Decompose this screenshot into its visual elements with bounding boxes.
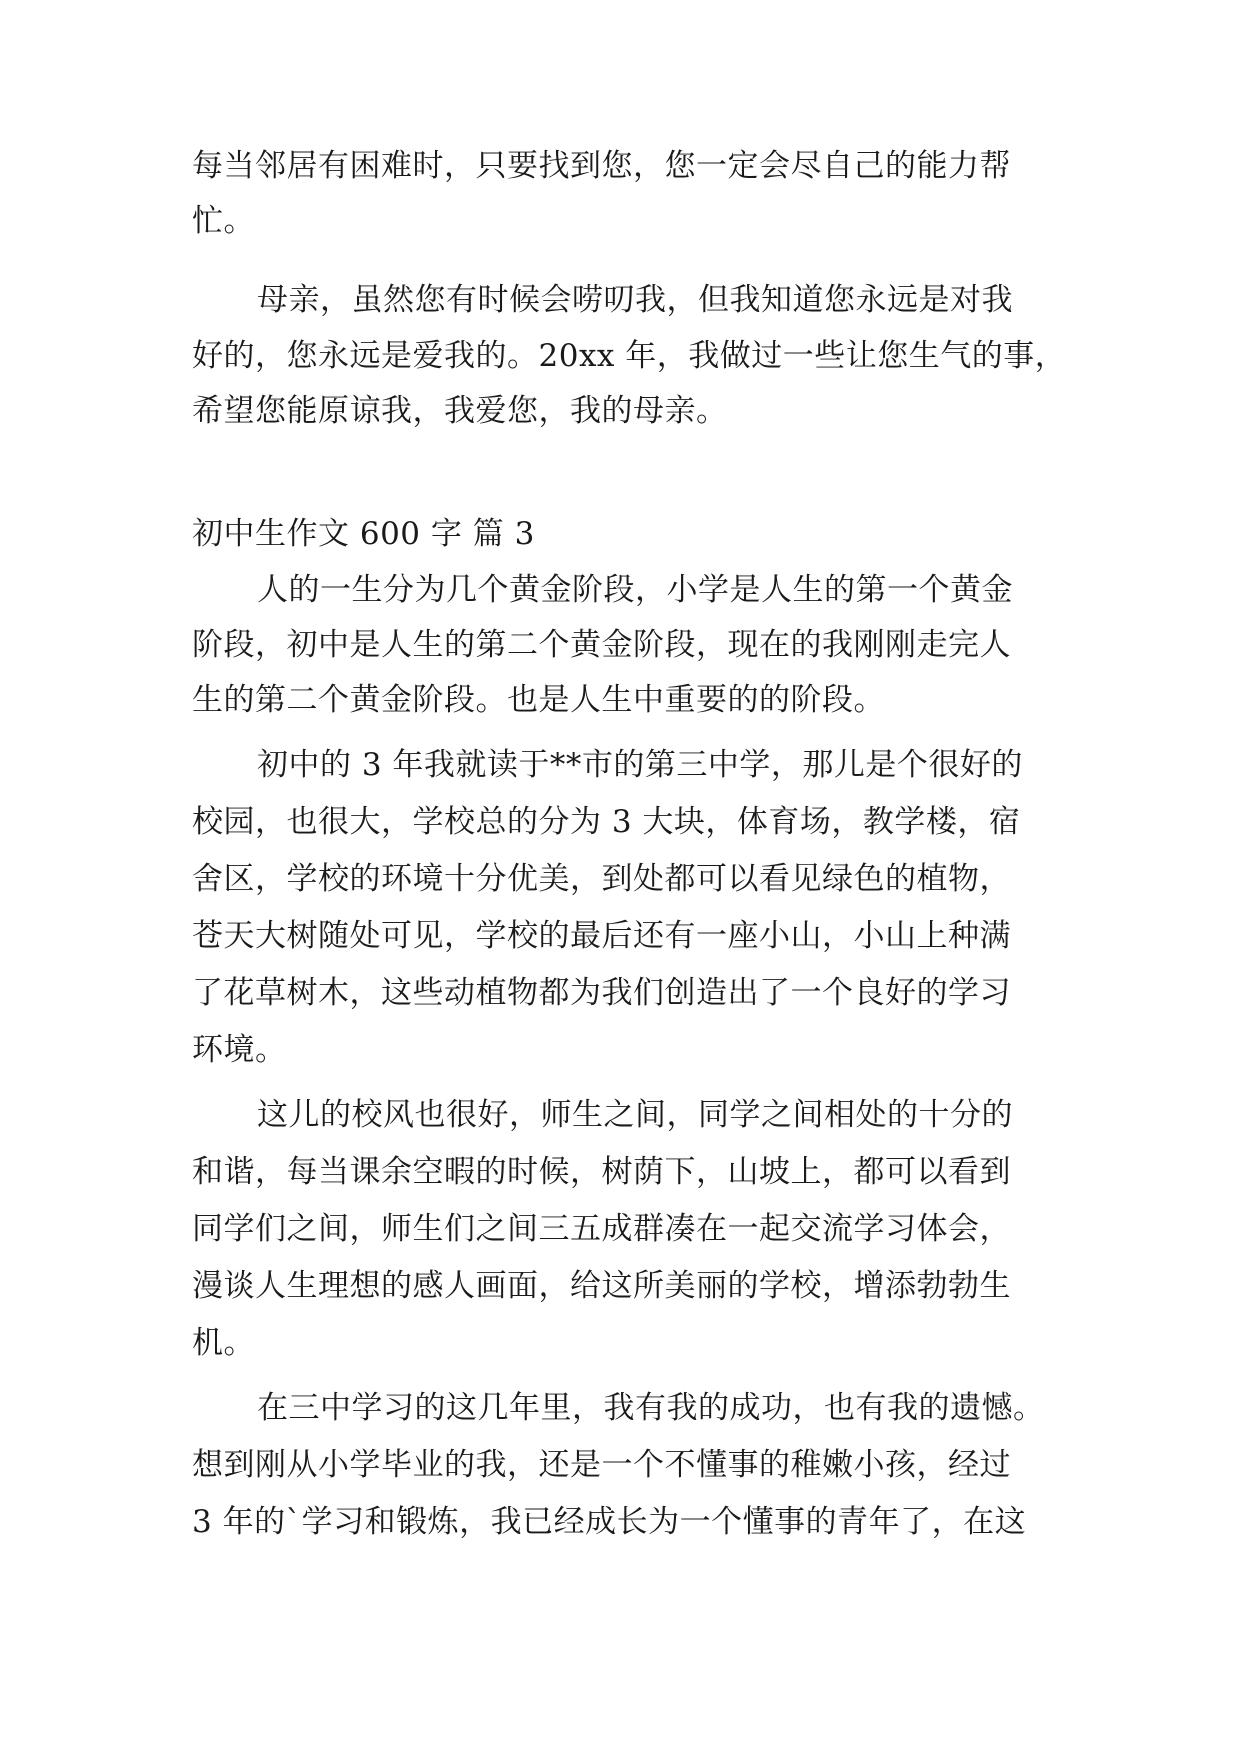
text-line: 校园，也很大，学校总的分为 3 大块，体育场，教学楼，宿 — [192, 804, 1021, 840]
text-line: 同学们之间，师生们之间三五成群凑在一起交流学习体会， — [192, 1211, 1011, 1247]
text-line: 了花草树木，这些动植物都为我们创造出了一个良好的学习 — [192, 975, 1011, 1011]
text-line: 希望您能原谅我，我爱您，我的母亲。 — [192, 393, 728, 429]
paragraph-first-line: 初中的 3 年我就读于**市的第三中学，那儿是个很好的 — [257, 747, 1023, 783]
text-line: 舍区，学校的环境十分优美，到处都可以看见绿色的植物， — [192, 861, 1011, 897]
paragraph-first-line: 在三中学习的这几年里，我有我的成功，也有我的遗憾。 — [257, 1390, 1045, 1426]
text-line: 阶段，初中是人生的第二个黄金阶段，现在的我刚刚走完人 — [192, 627, 1011, 663]
paragraph-first-line: 这儿的校风也很好，师生之间，同学之间相处的十分的 — [257, 1097, 1013, 1133]
text-line: 漫谈人生理想的感人画面，给这所美丽的学校，增添勃勃生 — [192, 1268, 1011, 1304]
paragraph-first-line: 人的一生分为几个黄金阶段，小学是人生的第一个黄金 — [257, 572, 1013, 608]
text-line: 3 年的`学习和锻炼，我已经成长为一个懂事的青年了，在这 — [192, 1504, 1027, 1540]
text-line: 忙。 — [192, 203, 255, 239]
section-heading: 初中生作文 600 字 篇 3 — [192, 516, 535, 552]
text-line: 苍天大树随处可见，学校的最后还有一座小山，小山上种满 — [192, 918, 1011, 954]
text-line: 和谐，每当课余空暇的时候，树荫下，山坡上，都可以看到 — [192, 1154, 1011, 1190]
paragraph-first-line: 母亲，虽然您有时候会唠叨我，但我知道您永远是对我 — [257, 282, 1013, 318]
text-line: 环境。 — [192, 1032, 287, 1068]
text-line: 机。 — [192, 1325, 255, 1361]
text-line: 想到刚从小学毕业的我，还是一个不懂事的稚嫩小孩，经过 — [192, 1447, 1011, 1483]
text-line: 好的，您永远是爱我的。20xx 年，我做过一些让您生气的事， — [192, 338, 1067, 374]
text-line: 生的第二个黄金阶段。也是人生中重要的的阶段。 — [192, 682, 885, 718]
text-line: 每当邻居有困难时，只要找到您，您一定会尽自己的能力帮 — [192, 148, 1011, 184]
